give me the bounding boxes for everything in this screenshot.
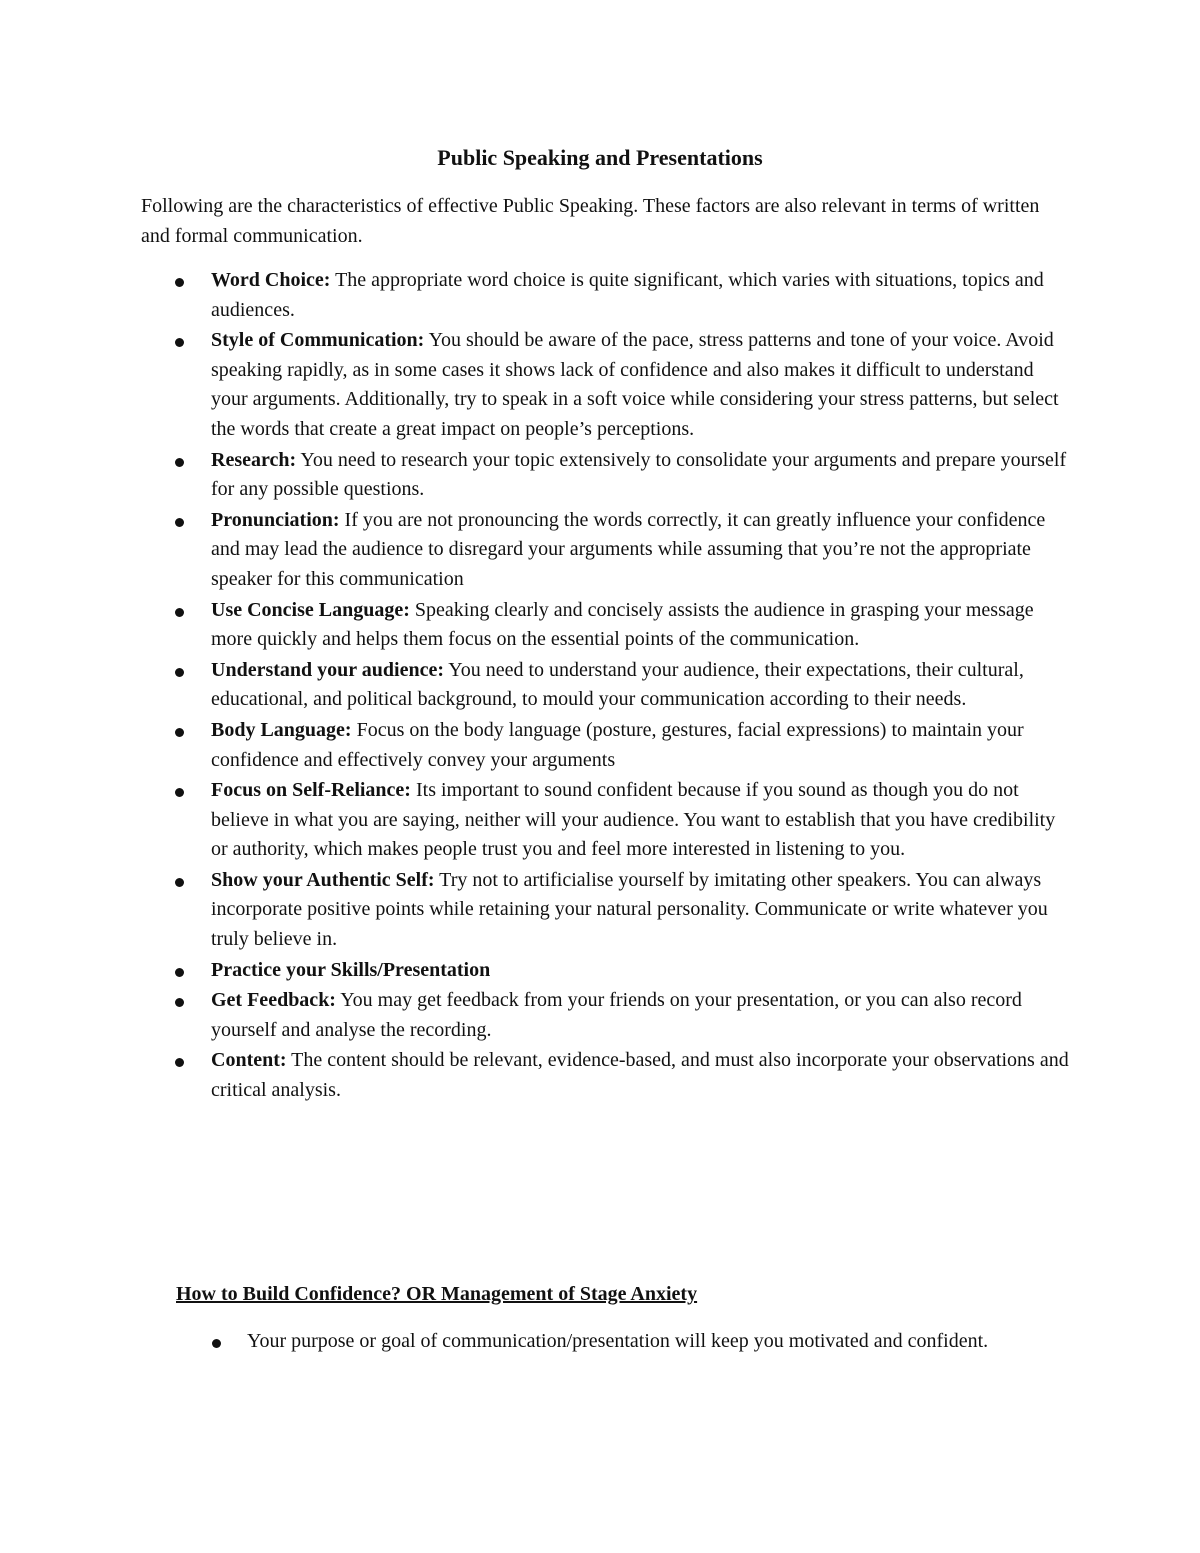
- bullet-icon: [175, 668, 184, 677]
- item-term: Body Language:: [211, 718, 352, 741]
- item-text: Try not to artificialise yourself by imitating other speakers. You can always incorporate positive points while retaining your natural personality. Communicate or write whatever you truly believe in.: [211, 868, 1048, 951]
- bullet-icon: [175, 728, 184, 737]
- item-term: Focus on Self-Reliance:: [211, 779, 411, 802]
- bullet-icon: [175, 998, 184, 1007]
- item-text: If you are not pronouncing the words correctly, it can greatly influence your confidence and may lead the audience to disregard your arguments while assuming that you’re not the appropriate speaker for this communication: [211, 508, 1046, 590]
- list-item: [0, 596, 1071, 655]
- section-heading: How to Build Confidence? OR Management of Stage Anxiety: [176, 1283, 698, 1305]
- item-term: Research:: [211, 448, 297, 471]
- bullet-icon: [175, 788, 184, 797]
- bullet-icon: [175, 458, 184, 467]
- list-item: [0, 266, 1071, 325]
- item-term: Word Choice:: [211, 269, 331, 291]
- characteristics-list: [0, 266, 1200, 1107]
- list-item: [0, 506, 1071, 595]
- list-item: [0, 776, 1071, 865]
- item-text: Focus on the body language (posture, gestures, facial expressions) to maintain your confidence and effectively convey your arguments: [211, 718, 1024, 771]
- list-item: [0, 716, 1071, 775]
- bullet-icon: [175, 1058, 184, 1067]
- item-text: You need to understand your audience, their expectations, their cultural, educational, and political background, to mould your communication according to their needs.: [211, 658, 1024, 711]
- item-text: The appropriate word choice is quite significant, which varies with situations, topics and audiences.: [211, 269, 1044, 321]
- item-text: You may get feedback from your friends on your presentation, or you can also record yourself and analyse the recording.: [211, 989, 1022, 1041]
- list-item: [0, 986, 1071, 1045]
- page-title: Public Speaking and Presentations: [437, 145, 763, 170]
- intro-paragraph: Following are the characteristics of effective Public Speaking. These factors are also relevant in terms of written and formal communication.: [141, 195, 1040, 247]
- list-item: [0, 446, 1071, 505]
- list-item: [0, 1046, 1071, 1105]
- bullet-icon: [175, 608, 184, 617]
- item-term: Show your Authentic Self:: [211, 868, 435, 891]
- list-item: [0, 866, 1071, 955]
- item-text: You should be aware of the pace, stress patterns and tone of your voice. Avoid speaking rapidly, as in some cases it shows lack of confidence and also makes it difficult to understand your arguments. Additionally, try to speak in a soft voice while considering your stress patterns, but select the words that create a great impact on people’s perceptions.: [211, 329, 1059, 440]
- item-text: Your purpose or goal of communication/presentation will keep you motivated and confident.: [247, 1330, 989, 1352]
- list-item: [0, 1327, 1047, 1357]
- bullet-icon: [175, 338, 184, 347]
- item-term: Content:: [211, 1049, 287, 1072]
- list-item: [0, 656, 1071, 715]
- item-text: Its important to sound confident because if you sound as though you do not believe in what you are saying, neither will your audience. You want to establish that you have credibility or authority, which makes people trust you and feel more interested in listening to you.: [211, 779, 1056, 861]
- item-term: Get Feedback:: [211, 989, 336, 1012]
- list-item: [0, 326, 1071, 444]
- list-item: [0, 956, 1071, 986]
- bullet-icon: [175, 518, 184, 527]
- item-text: The content should be relevant, evidence-based, and must also incorporate your observations and critical analysis.: [211, 1049, 1069, 1102]
- item-term: Pronunciation:: [211, 508, 340, 531]
- item-text: Speaking clearly and concisely assists the audience in grasping your message more quickly and helps them focus on the essential points of the communication.: [211, 598, 1034, 651]
- bullet-icon: [175, 968, 184, 977]
- item-text: You need to research your topic extensively to consolidate your arguments and prepare yourself for any possible questions.: [211, 448, 1067, 501]
- item-term: Style of Communication:: [211, 329, 425, 352]
- bullet-icon: [212, 1339, 221, 1348]
- item-term: Understand your audience:: [211, 658, 444, 681]
- bullet-icon: [175, 878, 184, 887]
- bullet-icon: [175, 278, 184, 287]
- item-term: Practice your Skills/Presentation: [211, 958, 491, 981]
- item-term: Use Concise Language:: [211, 598, 410, 621]
- confidence-list: [0, 1327, 1200, 1357]
